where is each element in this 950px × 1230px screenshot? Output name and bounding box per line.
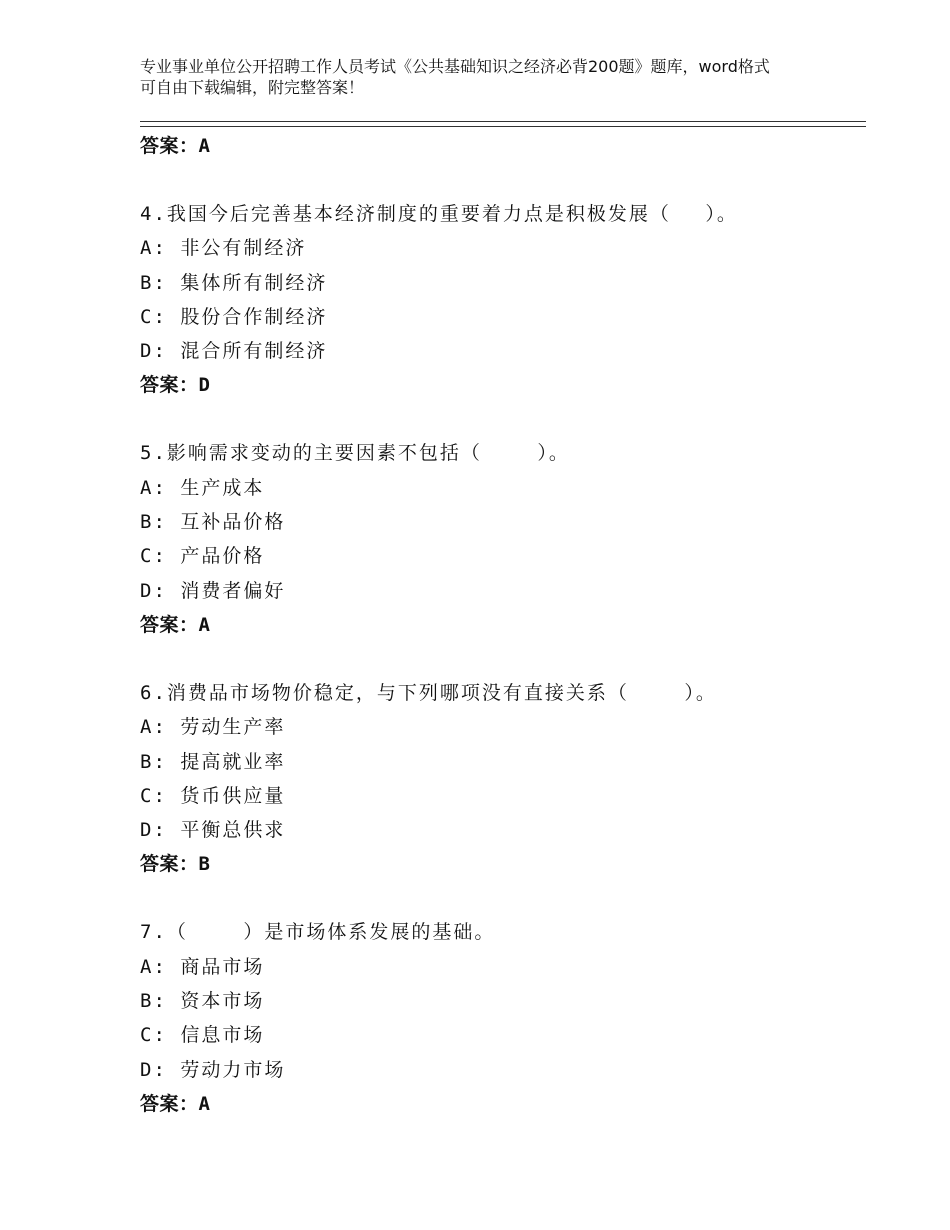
question-list	[140, 129, 840, 1121]
question-6	[140, 676, 840, 881]
option-c: C: 货币供应量	[140, 784, 286, 807]
question-stem: 7.（ ）是市场体系发展的基础。	[140, 921, 496, 944]
answer-line: 答案：B	[140, 853, 211, 876]
option-b: B: 互补品价格	[140, 511, 286, 534]
option-b: B: 提高就业率	[140, 750, 286, 773]
option-b: B: 资本市场	[140, 990, 265, 1013]
question-7	[140, 915, 840, 1120]
document-header: 专业事业单位公开招聘工作人员考试《公共基础知识之经济必背200题》题库，word格式可自由下载编辑，附完整答案！	[140, 57, 770, 97]
answer-line: 答案：D	[140, 374, 211, 397]
option-a: A: 劳动生产率	[140, 716, 286, 739]
option-b: B: 集体所有制经济	[140, 271, 328, 294]
option-a: A: 生产成本	[140, 476, 265, 499]
option-d: D: 劳动力市场	[140, 1058, 286, 1081]
option-d: D: 混合所有制经济	[140, 340, 328, 363]
question-stem: 4.我国今后完善基本经济制度的重要着力点是积极发展（ ）。	[140, 203, 738, 225]
header-divider	[140, 121, 866, 127]
answer-line: 答案：A	[140, 613, 211, 636]
option-c: C: 信息市场	[140, 1024, 265, 1047]
question-5	[140, 436, 840, 641]
option-c: C: 产品价格	[140, 545, 265, 568]
question-stem: 5.影响需求变动的主要因素不包括（ ）。	[140, 442, 570, 465]
option-a: A: 非公有制经济	[140, 237, 307, 260]
option-d: D: 消费者偏好	[140, 579, 286, 602]
option-a: A: 商品市场	[140, 955, 265, 978]
question-stem: 6.消费品市场物价稳定，与下列哪项没有直接关系（ ）。	[140, 681, 717, 704]
option-c: C: 股份合作制经济	[140, 305, 328, 328]
answer-line: 答案：A	[140, 135, 211, 157]
option-d: D: 平衡总供求	[140, 819, 286, 842]
question-4	[140, 197, 840, 402]
answer-line: 答案：A	[140, 1092, 211, 1115]
